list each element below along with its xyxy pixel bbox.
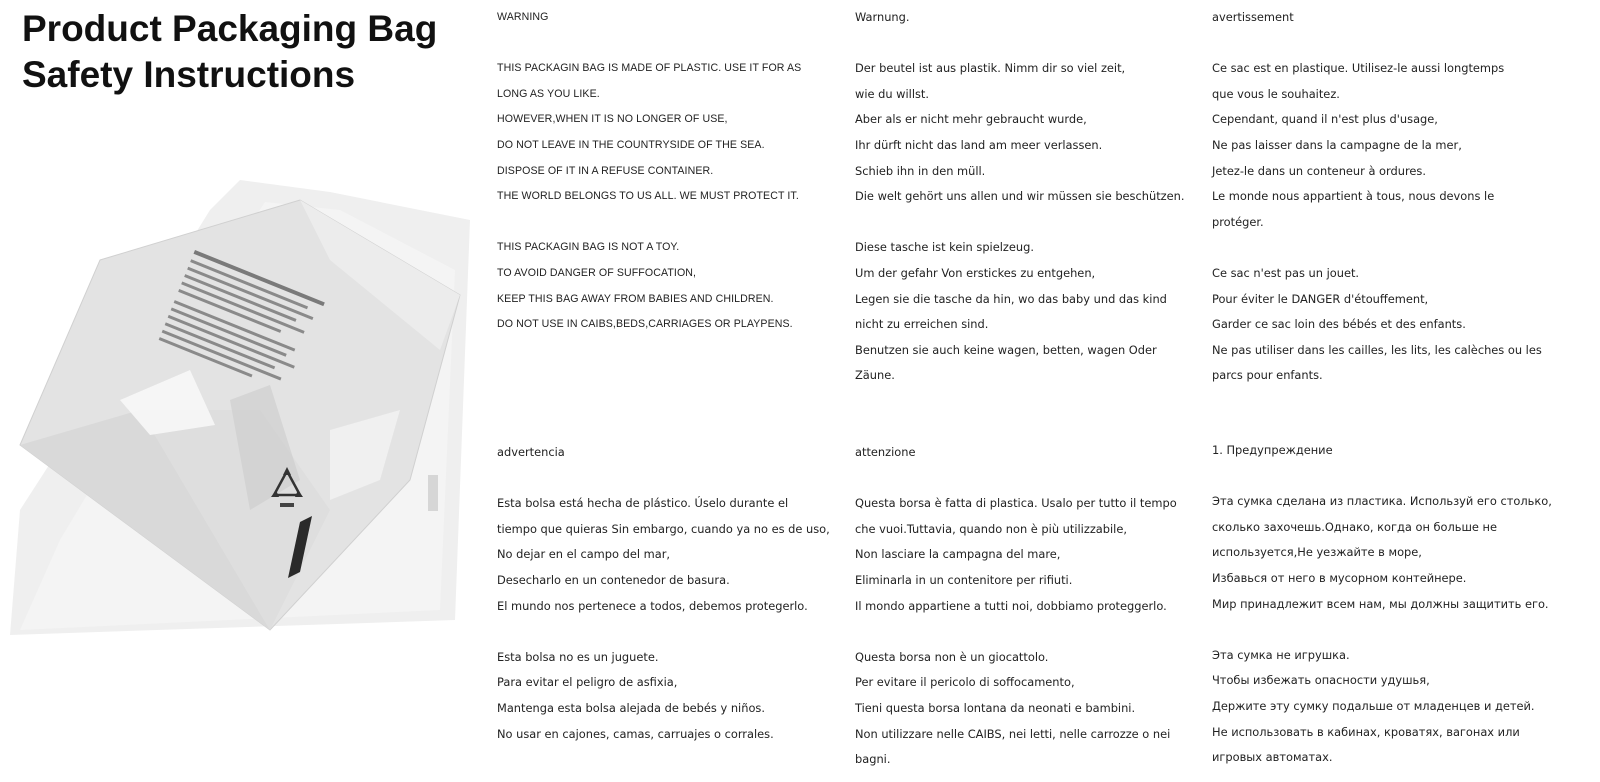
text-line: Um der gefahr Von erstickes zu entgehen,: [855, 265, 1096, 280]
text-line: Benutzen sie auch keine wagen, betten, wagen Oder: [855, 342, 1157, 357]
paragraph: [1212, 261, 1564, 389]
text-line: Mantenga esta bolsa alejada de bebés y niños.: [497, 700, 765, 715]
paragraph: [497, 491, 849, 619]
text-line: TO AVOID DANGER OF SUFFOCATION,: [497, 266, 697, 279]
text-line: Desecharlo en un contenedor de basura.: [497, 572, 730, 587]
title-line-1: Product Packaging Bag: [22, 8, 438, 49]
text-line: KEEP THIS BAG AWAY FROM BABIES AND CHILDREN.: [497, 292, 774, 305]
text-line: Le monde nous appartient à tous, nous devons le: [1212, 189, 1495, 204]
text-line: No dejar en el campo del mar,: [497, 547, 671, 562]
text-line: tiempo que quieras Sin embargo, cuando ya no es de uso,: [497, 521, 830, 536]
text-line: Il mondo appartiene a tutti noi, dobbiamo proteggerlo.: [855, 598, 1167, 613]
text-line: Legen sie die tasche da hin, wo das baby und das kind: [855, 291, 1167, 306]
text-line: HOWEVER,WHEN IT IS NO LONGER OF USE,: [497, 113, 728, 126]
text-line: Ce sac est en plastique. Utilisez-le aussi longtemps: [1212, 61, 1505, 76]
text-line: bagni.: [855, 752, 891, 767]
heading-spanish: advertencia: [497, 445, 565, 459]
text-line: Ihr dürft nicht das land am meer verlassen.: [855, 137, 1103, 152]
instructions-german: [855, 5, 1207, 389]
text-line: DISPOSE OF IT IN A REFUSE CONTAINER.: [497, 164, 714, 177]
instructions-italian: [855, 440, 1207, 773]
instructions-french: [1212, 5, 1564, 389]
text-line: Der beutel ist aus plastik. Nimm dir so viel zeit,: [855, 61, 1126, 76]
text-line: Diese tasche ist kein spielzeug.: [855, 240, 1034, 255]
instructions-russian: [1212, 438, 1564, 771]
text-line: Schieb ihn in den müll.: [855, 163, 986, 178]
text-line: protéger.: [1212, 214, 1264, 229]
text-line: Questa borsa è fatta di plastica. Usalo per tutto il tempo: [855, 496, 1177, 511]
text-line: che vuoi.Tuttavia, quando non è più utilizzabile,: [855, 521, 1127, 536]
text-line: Die welt gehört uns allen und wir müssen sie beschützen.: [855, 189, 1185, 204]
text-line: El mundo nos pertenece a todos, debemos protegerlo.: [497, 598, 808, 613]
paragraph: [497, 235, 849, 337]
text-line: DO NOT USE IN CAIBS,BEDS,CARRIAGES OR PLAYPENS.: [497, 318, 793, 331]
paragraph: [855, 56, 1207, 210]
text-line: THIS PACKAGIN BAG IS MADE OF PLASTIC. USE IT FOR AS: [497, 62, 802, 75]
text-line: Эта сумка не игрушка.: [1212, 647, 1350, 662]
packaging-bag-illustration: [0, 180, 480, 650]
paragraph: [855, 491, 1207, 619]
text-line: parcs pour enfants.: [1212, 368, 1323, 383]
text-line: Pour éviter le DANGER d'étouffement,: [1212, 291, 1429, 306]
text-line: Держите эту сумку подальше от младенцев и детей.: [1212, 698, 1535, 713]
text-line: Garder ce sac loin des bébés et des enfants.: [1212, 317, 1466, 332]
paragraph: [1212, 643, 1564, 771]
paragraph: [497, 645, 849, 747]
text-line: THE WORLD BELONGS TO US ALL. WE MUST PROTECT IT.: [497, 190, 799, 203]
text-line: Ne pas laisser dans la campagne de la mer,: [1212, 137, 1462, 152]
text-line: Jetez-le dans un conteneur à ordures.: [1212, 163, 1426, 178]
text-line: Non lasciare la campagna del mare,: [855, 547, 1061, 562]
text-line: que vous le souhaitez.: [1212, 86, 1340, 101]
text-line: wie du willst.: [855, 86, 930, 101]
title-line-2: Safety Instructions: [22, 54, 356, 95]
text-line: DO NOT LEAVE IN THE COUNTRYSIDE OF THE SEA.: [497, 138, 765, 151]
page-title: [22, 6, 492, 98]
instructions-english: [497, 5, 849, 338]
heading-russian: 1. Предупреждение: [1212, 443, 1333, 457]
text-line: No usar en cajones, camas, carruajes o corrales.: [497, 726, 774, 741]
text-line: Zäune.: [855, 368, 895, 383]
text-line: Tieni questa borsa lontana da neonati e bambini.: [855, 700, 1136, 715]
text-line: Мир принадлежит всем нам, мы должны защитить его.: [1212, 596, 1549, 611]
text-line: Para evitar el peligro de asfixia,: [497, 675, 678, 690]
text-line: Questa borsa non è un giocattolo.: [855, 649, 1049, 664]
text-line: Чтобы избежать опасности удушья,: [1212, 673, 1430, 688]
text-line: Eliminarla in un contenitore per rifiuti.: [855, 572, 1073, 587]
text-line: Aber als er nicht mehr gebraucht wurde,: [855, 112, 1087, 127]
text-line: Ce sac n'est pas un jouet.: [1212, 265, 1360, 280]
text-line: Cependant, quand il n'est plus d'usage,: [1212, 112, 1438, 127]
text-line: Esta bolsa está hecha de plástico. Úselo durante el: [497, 496, 789, 511]
text-line: nicht zu erreichen sind.: [855, 317, 989, 332]
text-line: игровых автоматах.: [1212, 750, 1333, 765]
text-line: Эта сумка сделана из пластика. Используй его столько,: [1212, 494, 1552, 509]
paragraph: [497, 56, 849, 210]
text-line: сколько захочешь.Однако, когда он больше не: [1212, 519, 1498, 534]
text-line: THIS PACKAGIN BAG IS NOT A TOY.: [497, 241, 680, 254]
paragraph: [855, 235, 1207, 389]
paragraph: [1212, 489, 1564, 617]
paragraph: [855, 645, 1207, 773]
text-line: Non utilizzare nelle CAIBS, nei letti, nelle carrozze o nei: [855, 726, 1171, 741]
text-line: LONG AS YOU LIKE.: [497, 87, 600, 100]
text-line: используется,Не уезжайте в море,: [1212, 545, 1422, 560]
text-line: Не использовать в кабинах, кроватях, вагонах или: [1212, 724, 1520, 739]
heading-german: Warnung.: [855, 10, 910, 24]
heading-english: WARNING: [497, 11, 549, 23]
heading-french: avertissement: [1212, 10, 1294, 24]
heading-italian: attenzione: [855, 445, 916, 459]
text-line: Избавься от него в мусорном контейнере.: [1212, 570, 1467, 585]
text-line: Esta bolsa no es un juguete.: [497, 649, 659, 664]
text-line: Ne pas utiliser dans les cailles, les lits, les calèches ou les: [1212, 342, 1542, 357]
paragraph: [1212, 56, 1564, 235]
instructions-spanish: [497, 440, 849, 747]
text-line: Per evitare il pericolo di soffocamento,: [855, 675, 1075, 690]
